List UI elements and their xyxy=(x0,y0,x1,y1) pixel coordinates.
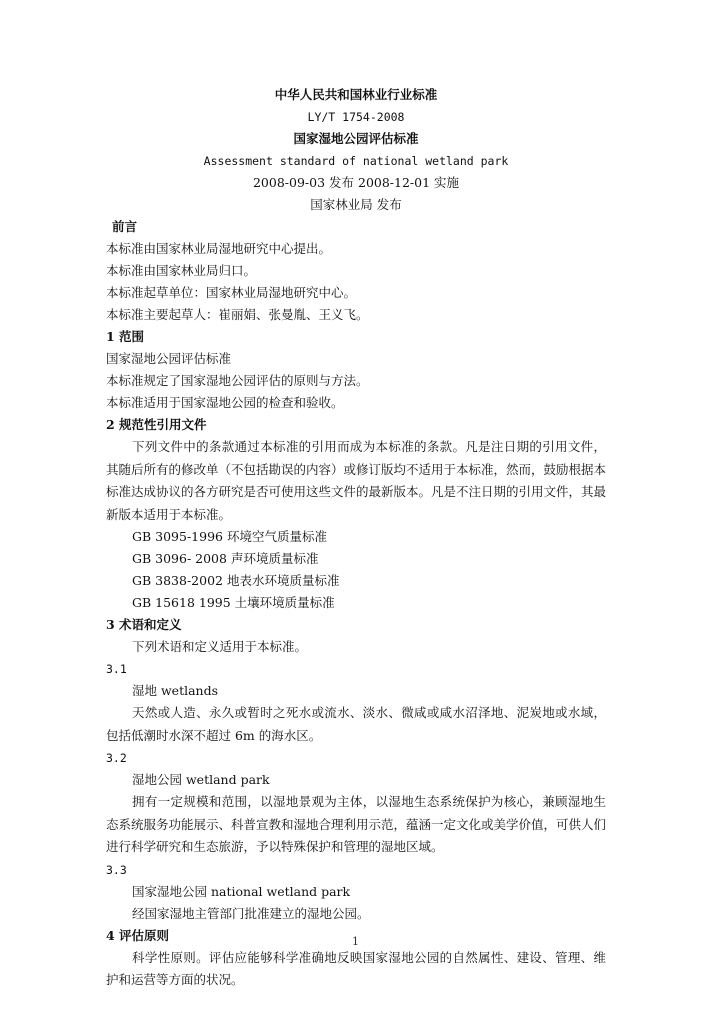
foreword-line: 本标准由国家林业局湿地研究中心提出。 xyxy=(106,241,332,256)
term-definition: 天然或人造、永久或暂时之死水或流水、淡水、微咸或咸水沼泽地、泥炭地或水域，包括低潮时水深不超过 6m 的海水区。 xyxy=(106,705,606,743)
term-definition: 拥有一定规模和范围，以湿地景观为主体，以湿地生态系统保护为核心，兼顾湿地生态系统服务功能展示、科普宣教和湿地合理利用示范，蕴涵一定文化或美学价值，可供人们进行科学研究和生态旅游，予以特殊保护和管理的湿地区域。 xyxy=(106,794,607,854)
standard-title: 中华人民共和国林业行业标准 xyxy=(274,87,438,102)
reference-item: GB 3838-2002 地表水环境质量标准 xyxy=(132,573,340,588)
section-1-line: 本标准规定了国家湿地公园评估的原则与方法。 xyxy=(106,373,369,388)
standard-name-en: Assessment standard of national wetland park xyxy=(203,154,509,168)
foreword-line: 本标准主要起草人：崔丽娟、张曼胤、王义飞。 xyxy=(106,307,369,322)
section-3-heading: 3 术语和定义 xyxy=(106,617,182,632)
section-2-heading: 2 规范性引用文件 xyxy=(106,417,207,432)
standard-name-cn: 国家湿地公园评估标准 xyxy=(293,131,419,146)
foreword-heading: 前言 xyxy=(112,219,138,234)
term-name: 国家湿地公园 national wetland park xyxy=(132,883,351,899)
term-definition: 经国家湿地主管部门批准建立的湿地公园。 xyxy=(132,905,370,921)
section-2-paragraph: 下列文件中的条款通过本标准的引用而成为本标准的条款。凡是注日期的引用文件，其随后所有的修改单（不包括勘误的内容）或修订版均不适用于本标准，然而，鼓励根据本标准达成协议的各方研究是否可使用这些文件的最新版本。凡是不注日期的引用文件，其最新版本适用于本标准。 xyxy=(106,439,607,522)
document-body xyxy=(106,84,606,992)
foreword-line: 本标准由国家林业局归口。 xyxy=(106,263,257,278)
section-1-line: 国家湿地公园评估标准 xyxy=(106,351,232,366)
term-name: 湿地公园 wetland park xyxy=(132,772,270,787)
section-3-intro: 下列术语和定义适用于本标准。 xyxy=(132,639,308,654)
reference-item: GB 15618 1995 土壤环境质量标准 xyxy=(132,595,335,610)
reference-item: GB 3095-1996 环境空气质量标准 xyxy=(132,529,327,544)
section-1-line: 本标准适用于国家湿地公园的检查和验收。 xyxy=(106,395,344,410)
standard-issuer: 国家林业局 发布 xyxy=(310,197,402,212)
foreword-line: 本标准起草单位：国家林业局湿地研究中心。 xyxy=(106,285,357,300)
reference-item: GB 3096- 2008 声环境质量标准 xyxy=(132,551,319,566)
section-4-heading: 4 评估原则 xyxy=(106,927,170,943)
term-name: 湿地 wetlands xyxy=(132,683,219,698)
page-number: 1 xyxy=(352,935,359,948)
section-4-paragraph: 科学性原则。评估应能够科学准确地反映国家湿地公园的自然属性、建设、管理、维护和运营等方面的状况。 xyxy=(106,949,606,987)
term-number: 3.3 xyxy=(106,862,127,877)
standard-code: LY/T 1754-2008 xyxy=(307,110,405,124)
term-number: 3.2 xyxy=(106,751,127,765)
section-1-heading: 1 范围 xyxy=(106,329,145,344)
term-number: 3.1 xyxy=(106,662,127,676)
standard-dates: 2008-09-03 发布 2008-12-01 实施 xyxy=(252,175,460,190)
